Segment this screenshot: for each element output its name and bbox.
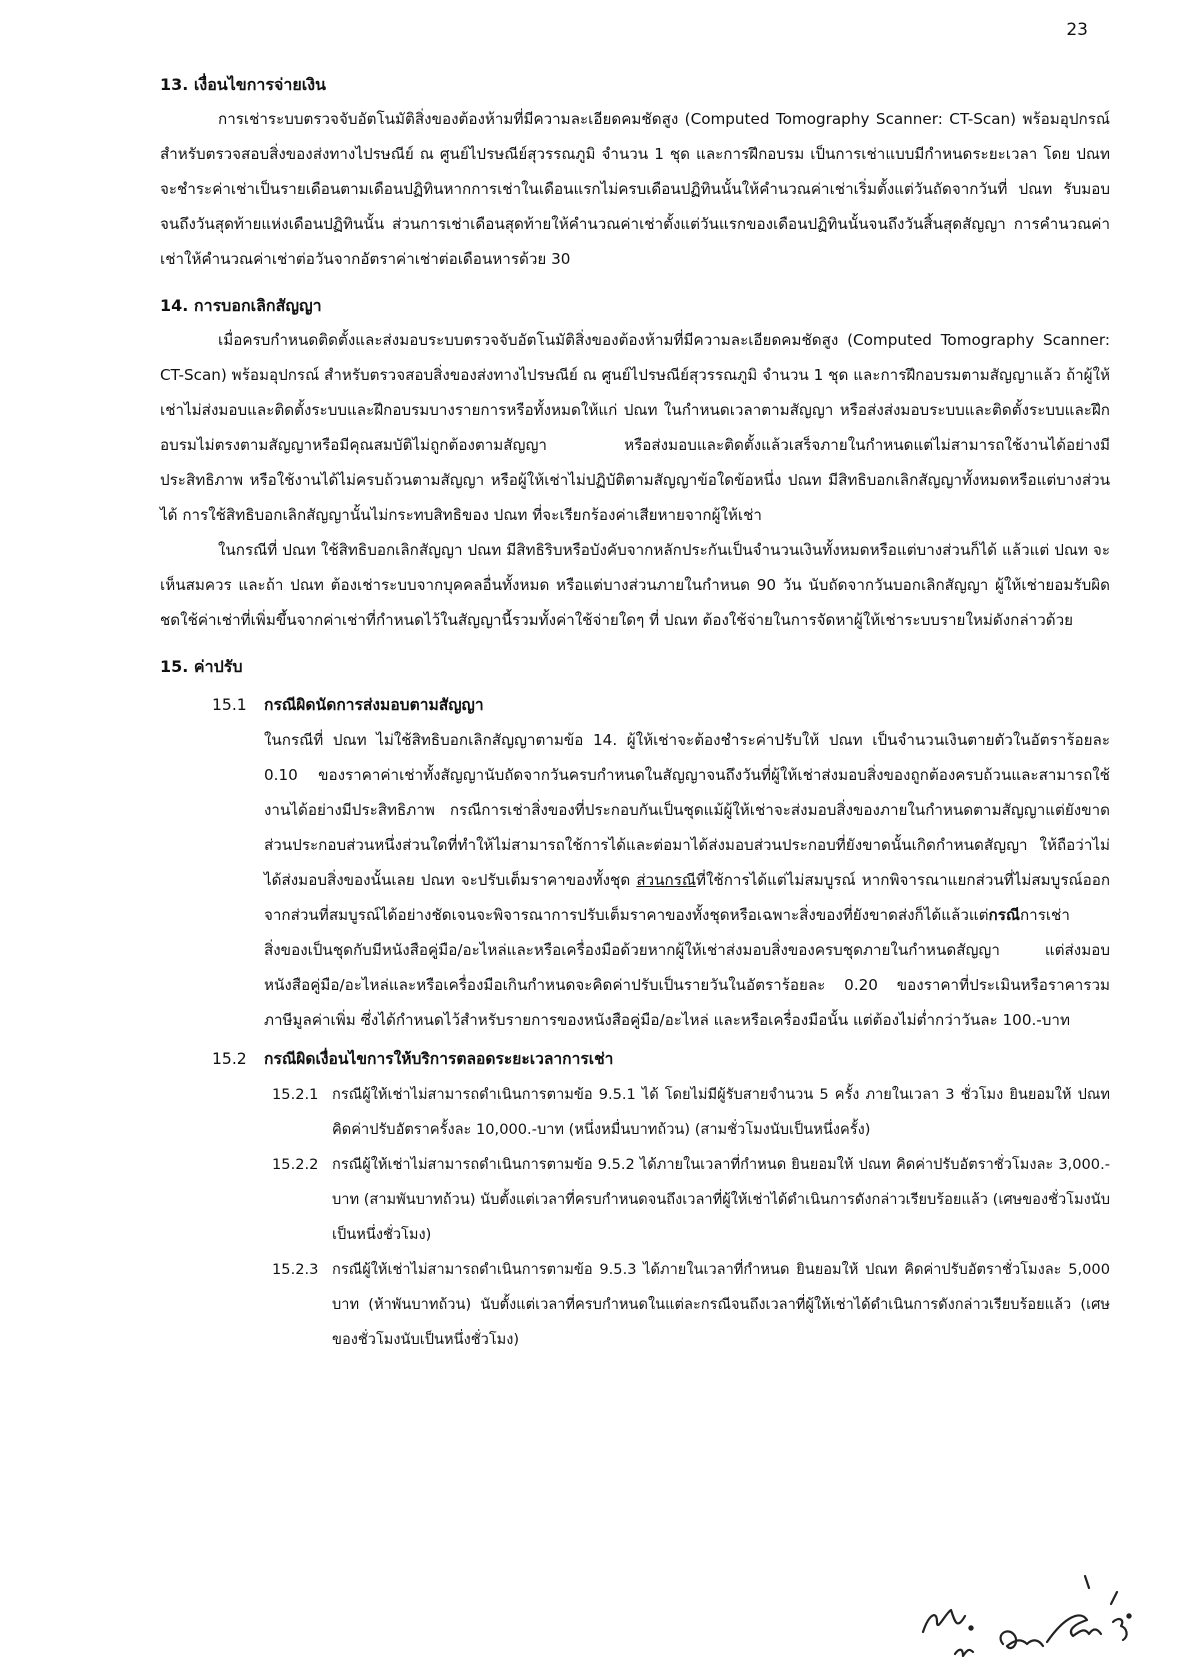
item-text: กรณีผู้ให้เช่าไม่สามารถดำเนินการตามข้อ 9.5.1 ได้ โดยไม่มีผู้รับสายจำนวน 5 ครั้ง ภายในเวลา 3 ชั่วโมง ยินยอมให้ ปณท คิดค่าปรับอัตราครั้งละ 10,000.-บาท (หนึ่งหมื่นบาทถ้วน) (สามชั่วโมงนับเป็นหนึ่งครั้ง) — [332, 1086, 1110, 1138]
section-15-1-bold-case: กรณี — [988, 906, 1020, 924]
item-number: 15.2.3 — [272, 1261, 319, 1278]
section-14-paragraph-1: เมื่อครบกำหนดติดตั้งและส่งมอบระบบตรวจจับอัตโนมัติสิ่งของต้องห้ามที่มีความละเอียดคมชัดสูง (Computed Tomography Scanner: CT-Scan) พร้อมอุปกรณ์ สำหรับตรวจสอบสิ่งของส่งทางไปรษณีย์ ณ ศูนย์ไปรษณีย์สุวรรณภูมิ จำนวน 1 ชุด และการฝึกอบรมตามสัญญาแล้ว ถ้าผู้ให้เช่าไม่ส่งมอบและติดตั้งระบบและฝึกอบรมบางรายการหรือทั้งหมดให้แก่ ปณท ในกำหนดเวลาตามสัญญา หรือส่งส่งมอบระบบและติดตั้งระบบและฝึกอบรมไม่ตรงตามสัญญาหรือมีคุณสมบัติไม่ถูกต้องตามสัญญา หรือส่งมอบและติดตั้งแล้วเสร็จภายในกำหนดแต่ไม่สามารถใช้งานได้อย่างมีประสิทธิภาพ หรือใช้งานได้ไม่ครบถ้วนตามสัญญา หรือผู้ให้เช่าไม่ปฏิบัติตามสัญญาข้อใดข้อหนึ่ง ปณท มีสิทธิบอกเลิกสัญญาทั้งหมดหรือแต่บางส่วนได้ การใช้สิทธิบอกเลิกสัญญานั้นไม่กระทบสิทธิของ ปณท ที่จะเรียกร้องค่าเสียหายจากผู้ให้เช่า — [160, 331, 1110, 524]
document-body — [160, 68, 1110, 1357]
section-15-1-text-b: ที่ใช้การได้แต่ไม่สมบูรณ์ หากพิจารณาแยกส่วนที่ไม่สมบูรณ์ออกจากส่วนที่สมบูรณ์ได้อย่างชัดเจนจะพิจารณาการปรับเต็มราคาของทั้งชุดหรือเฉพาะสิ่งของที่ยังขาดส่งก็ได้แล้วแต่ — [264, 871, 1111, 924]
section-15-1-text-a: ในกรณีที่ ปณท ไม่ใช้สิทธิบอกเลิกสัญญาตามข้อ 14. ผู้ให้เช่าจะต้องชำระค่าปรับให้ ปณท เป็นจำนวนเงินตายตัวในอัตราร้อยละ 0.10 ของราคาค่าเช่าทั้งสัญญานับถัดจากวันครบกำหนดในสัญญาจนถึงวันที่ผู้ให้เช่าส่งมอบสิ่งของถูกต้องครบถ้วนและสามารถใช้งานได้อย่างมีประสิทธิภาพ กรณีการเช่าสิ่งของที่ประกอบกันเป็นชุดแม้ผู้ให้เช่าจะส่งมอบสิ่งของภายในกำหนดตามสัญญาแต่ยังขาดส่วนประกอบส่วนหนึ่งส่วนใดที่ทำให้ไม่สามารถใช้การได้และต่อมาได้ส่งมอบส่วนประกอบที่ยังขาดนั้นเกิดกำหนดสัญญา ให้ถือว่าไม่ได้ส่งมอบสิ่งของนั้นเลย ปณท จะปรับเต็มราคาของทั้งชุด — [264, 731, 1110, 889]
section-14-paragraph-2: ในกรณีที่ ปณท ใช้สิทธิบอกเลิกสัญญา ปณท มีสิทธิริบหรือบังคับจากหลักประกันเป็นจำนวนเงินทั้งหมดหรือแต่บางส่วนก็ได้ แล้วแต่ ปณท จะเห็นสมควร และถ้า ปณท ต้องเช่าระบบจากบุคคลอื่นทั้งหมด หรือแต่บางส่วนภายในกำหนด 90 วัน นับถัดจากวันบอกเลิกสัญญา ผู้ให้เช่ายอมรับผิดชดใช้ค่าเช่าที่เพิ่มขึ้นจากค่าเช่าที่กำหนดไว้ในสัญญานี้รวมทั้งค่าใช้จ่ายใดๆ ที่ ปณท ต้องใช้จ่ายในการจัดหาผู้ให้เช่าระบบรายใหม่ดังกล่าวด้วย — [160, 541, 1110, 629]
section-15-2-title: กรณีผิดเงื่อนไขการให้บริการตลอดระยะเวลาการเช่า — [264, 1050, 614, 1068]
section-15-1-number: 15.1 — [212, 696, 247, 714]
section-15-1-heading — [212, 688, 1110, 723]
section-15-2-number: 15.2 — [212, 1050, 247, 1068]
section-15-heading: 15. ค่าปรับ — [160, 657, 243, 676]
item-text: กรณีผู้ให้เช่าไม่สามารถดำเนินการตามข้อ 9.5.3 ได้ภายในเวลาที่กำหนด ยินยอมให้ ปณท คิดค่าปรับอัตราชั่วโมงละ 5,000 บาท (ห้าพันบาทถ้วน) นับตั้งแต่เวลาที่ครบกำหนดในแต่ละกรณีจนถึงเวลาที่ผู้ให้เช่าได้ดำเนินการดังกล่าวเรียบร้อยแล้ว (เศษของชั่วโมงนับเป็นหนึ่งชั่วโมง) — [332, 1261, 1110, 1348]
section-15-1-paragraph — [264, 723, 1110, 1038]
page-number: 23 — [1066, 20, 1088, 40]
handwritten-signature — [915, 1570, 1155, 1670]
section-13-paragraph: การเช่าระบบตรวจจับอัตโนมัติสิ่งของต้องห้ามที่มีความละเอียดคมชัดสูง (Computed Tomography Scanner: CT-Scan) พร้อมอุปกรณ์ สำหรับตรวจสอบสิ่งของส่งทางไปรษณีย์ ณ ศูนย์ไปรษณีย์สุวรรณภูมิ จำนวน 1 ชุด และการฝึกอบรม เป็นการเช่าแบบมีกำหนดระยะเวลา โดย ปณท จะชำระค่าเช่าเป็นรายเดือนตามเดือนปฏิทินหากการเช่าในเดือนแรกไม่ครบเดือนปฏิทินนั้นให้คำนวณค่าเช่าเริ่มตั้งแต่วันถัดจากวันที่ ปณท รับมอบจนถึงวันสุดท้ายแห่งเดือนปฏิทินนั้น ส่วนการเช่าเดือนสุดท้ายให้คำนวณค่าเช่าตั้งแต่วันแรกของเดือนปฏิทินนั้นจนถึงวันสิ้นสุดสัญญา การคำนวณค่าเช่าให้คำนวณค่าเช่าต่อวันจากอัตราค่าเช่าต่อเดือนหารด้วย 30 — [160, 110, 1110, 268]
list-item — [272, 1147, 1110, 1252]
item-number: 15.2.2 — [272, 1156, 319, 1173]
section-15-2-heading — [212, 1042, 1110, 1077]
item-number: 15.2.1 — [272, 1086, 319, 1103]
item-text: กรณีผู้ให้เช่าไม่สามารถดำเนินการตามข้อ 9.5.2 ได้ภายในเวลาที่กำหนด ยินยอมให้ ปณท คิดค่าปรับอัตราชั่วโมงละ 3,000.-บาท (สามพันบาทถ้วน) นับตั้งแต่เวลาที่ครบกำหนดจนถึงเวลาที่ผู้ให้เช่าได้ดำเนินการดังกล่าวเรียบร้อยแล้ว (เศษของชั่วโมงนับเป็นหนึ่งชั่วโมง) — [332, 1156, 1111, 1243]
section-14-heading: 14. การบอกเลิกสัญญา — [160, 296, 322, 315]
list-item — [272, 1252, 1110, 1357]
section-15-1-text-c: การเช่าสิ่งของเป็นชุดกับมีหนังสือคู่มือ/อะไหล่และหรือเครื่องมือด้วยหากผู้ให้เช่าส่งมอบสิ่งของครบชุดภายในกำหนดสัญญา แต่ส่งมอบหนังสือคู่มือ/อะไหล่และหรือเครื่องมือเกินกำหนดจะคิดค่าปรับเป็นรายวันในอัตราร้อยละ 0.20 ของราคาที่ประเมินหรือราคารวมภาษีมูลค่าเพิ่ม ซึ่งได้กำหนดไว้สำหรับรายการของหนังสือคู่มือ/อะไหล่ และหรือเครื่องมือนั้น แต่ต้องไม่ต่ำกว่าวันละ 100.-บาท — [264, 906, 1110, 1029]
list-item — [272, 1077, 1110, 1147]
section-13-heading: 13. เงื่อนไขการจ่ายเงิน — [160, 75, 326, 94]
section-15-1-underline: ส่วนกรณี — [636, 871, 696, 889]
section-15-1-title: กรณีผิดนัดการส่งมอบตามสัญญา — [264, 696, 484, 714]
